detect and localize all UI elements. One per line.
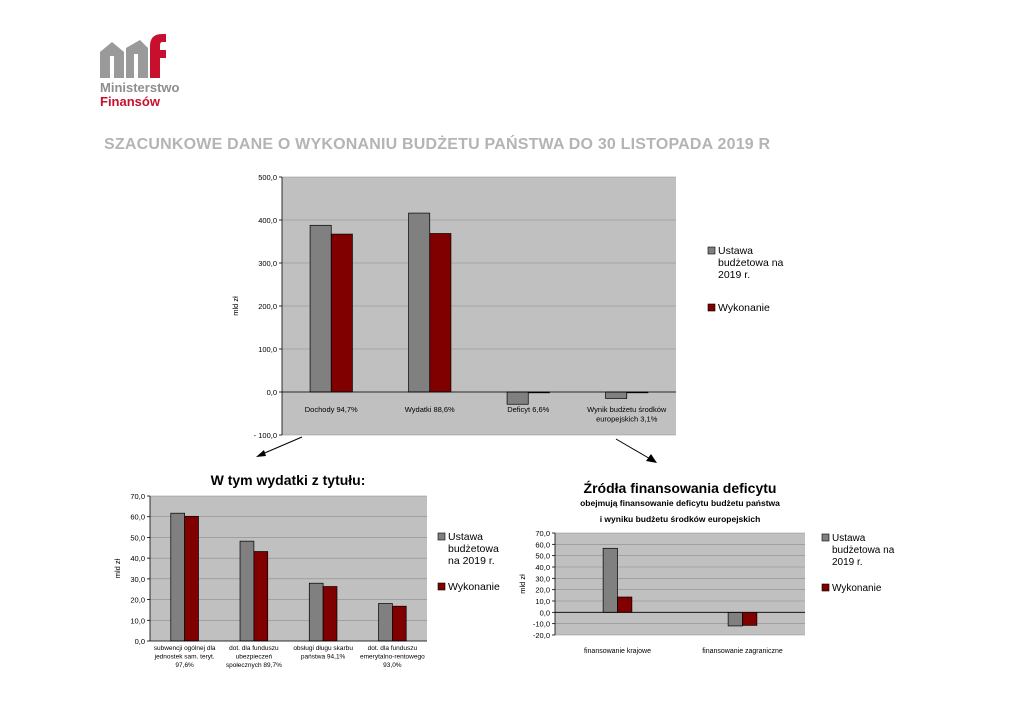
y-tick-label: 500,0	[258, 173, 277, 182]
arrow-left-icon	[260, 437, 302, 455]
y-tick-label: 400,0	[258, 216, 277, 225]
y-tick-label: 50,0	[130, 533, 145, 543]
bar-execution	[323, 587, 337, 641]
legend-label: Ustawa	[718, 245, 754, 257]
category-label: dot. dla funduszu	[229, 645, 279, 652]
legend-label: Ustawa	[448, 531, 484, 543]
y-tick-label: 30,0	[130, 574, 145, 584]
legend-swatch	[822, 584, 829, 591]
y-tick-label: 0,0	[266, 388, 277, 397]
bar-execution	[185, 516, 199, 641]
y-axis-label: mld zł	[518, 574, 527, 594]
legend-label: Ustawa	[832, 533, 866, 544]
category-label: Wydatki 88,6%	[404, 405, 455, 414]
category-label: subwencji ogólnej dla	[153, 645, 216, 652]
y-tick-label: 300,0	[258, 259, 277, 268]
category-label: finansowanie krajowe	[584, 648, 651, 655]
bar-execution	[392, 606, 406, 641]
category-label: obsługi długu skarbu	[293, 645, 353, 652]
category-label: Deficyt 6,6%	[507, 405, 550, 414]
y-tick-label: 40,0	[130, 554, 145, 564]
category-label: ubezpieczeń	[235, 653, 273, 661]
y-tick-label: 70,0	[130, 492, 145, 501]
legend-swatch	[438, 533, 445, 540]
arrow-right-head-icon	[646, 454, 657, 463]
bar-plan	[310, 225, 331, 392]
chart-title: W tym wydatki z tytułu:	[210, 472, 366, 488]
category-label: dot. dla funduszu	[367, 645, 418, 652]
y-tick-label: 70,0	[535, 529, 550, 538]
bar-execution	[743, 612, 757, 625]
chart-subtitle: i wyniku budżetu środków europejskich	[599, 514, 761, 524]
y-tick-label: -20,0	[532, 631, 550, 640]
ministry-logo-icon	[100, 34, 166, 78]
category-label: jednostek sam. teryt.	[154, 653, 215, 661]
y-tick-label: 40,0	[535, 563, 550, 572]
y-axis-label: mld zł	[231, 296, 240, 316]
bar-plan	[379, 604, 393, 641]
category-label: 97,6%	[175, 662, 194, 669]
category-label: finansowanie zagraniczne	[702, 648, 783, 655]
page-title: SZACUNKOWE DANE O WYKONANIU BUDŻETU PAŃSTWA DO 30 LISTOPADA 2019 R	[104, 136, 771, 153]
legend-label: budżetowa na	[718, 257, 784, 269]
arrows	[250, 430, 670, 470]
legend-label: budżetowa na	[832, 545, 895, 556]
y-tick-label: - 100,0	[253, 431, 277, 440]
arrow-left-head-icon	[256, 450, 266, 457]
bar-plan	[603, 548, 617, 612]
category-label: społecznych 89,7%	[225, 662, 282, 669]
y-axis-label: mld zł	[113, 558, 122, 579]
bar-plan	[409, 213, 430, 392]
y-tick-label: 50,0	[535, 551, 550, 561]
legend-label: 2019 r.	[718, 269, 751, 281]
bar-plan	[309, 583, 323, 641]
legend-label: na 2019 r.	[448, 555, 495, 567]
bar-plan	[507, 392, 528, 404]
category-label: Dochody 94,7%	[304, 405, 358, 414]
bar-execution	[430, 234, 451, 392]
category-label: emerytalno-rentowego	[360, 653, 425, 661]
legend-label: Wykonanie	[832, 583, 882, 594]
bar-plan	[171, 513, 185, 641]
legend-label: 2019 r.	[832, 557, 863, 568]
bar-execution	[331, 234, 352, 392]
bar-execution	[254, 552, 268, 641]
bar-execution	[618, 597, 632, 612]
category-label: europejskich 3,1%	[596, 414, 658, 424]
y-tick-label: 20,0	[535, 585, 550, 595]
y-tick-label: 60,0	[130, 512, 145, 522]
y-tick-label: 20,0	[130, 595, 145, 605]
logo-text-finance: Finansów	[100, 94, 160, 109]
legend-label: Wykonanie	[448, 581, 500, 593]
logo-text-ministry: Ministerstwo	[100, 80, 180, 95]
legend-swatch	[708, 247, 715, 254]
y-tick-label: 60,0	[535, 540, 550, 550]
y-tick-label: 200,0	[258, 302, 277, 311]
category-label: państwa 94,1%	[300, 653, 346, 661]
legend-label: Wykonanie	[718, 302, 770, 314]
y-tick-label: 100,0	[258, 345, 277, 354]
main-budget-chart	[220, 165, 800, 445]
deficit-financing-chart	[510, 475, 910, 660]
legend-swatch	[708, 304, 715, 311]
y-tick-label: 0,0	[539, 608, 550, 618]
legend-label: budżetowa	[448, 543, 499, 555]
y-tick-label: 10,0	[130, 616, 145, 626]
chart-subtitle: obejmują finansowanie deficytu budżetu państwa	[580, 498, 780, 508]
chart-title: Źródła finansowania deficytu	[583, 480, 777, 496]
legend-swatch	[822, 534, 829, 541]
plot-area	[555, 533, 805, 635]
legend-swatch	[438, 583, 445, 590]
bar-plan	[240, 541, 254, 641]
bar-plan	[606, 392, 627, 398]
y-tick-label: 30,0	[535, 574, 550, 584]
y-tick-label: 0,0	[134, 637, 145, 646]
expenses-chart	[105, 470, 505, 680]
arrow-right-icon	[616, 439, 652, 460]
category-label: 93,0%	[383, 662, 402, 669]
category-label: Wynik budżetu środków	[587, 405, 667, 414]
bar-plan	[728, 612, 742, 626]
y-tick-label: -10,0	[532, 619, 550, 629]
y-tick-label: 10,0	[535, 597, 550, 606]
